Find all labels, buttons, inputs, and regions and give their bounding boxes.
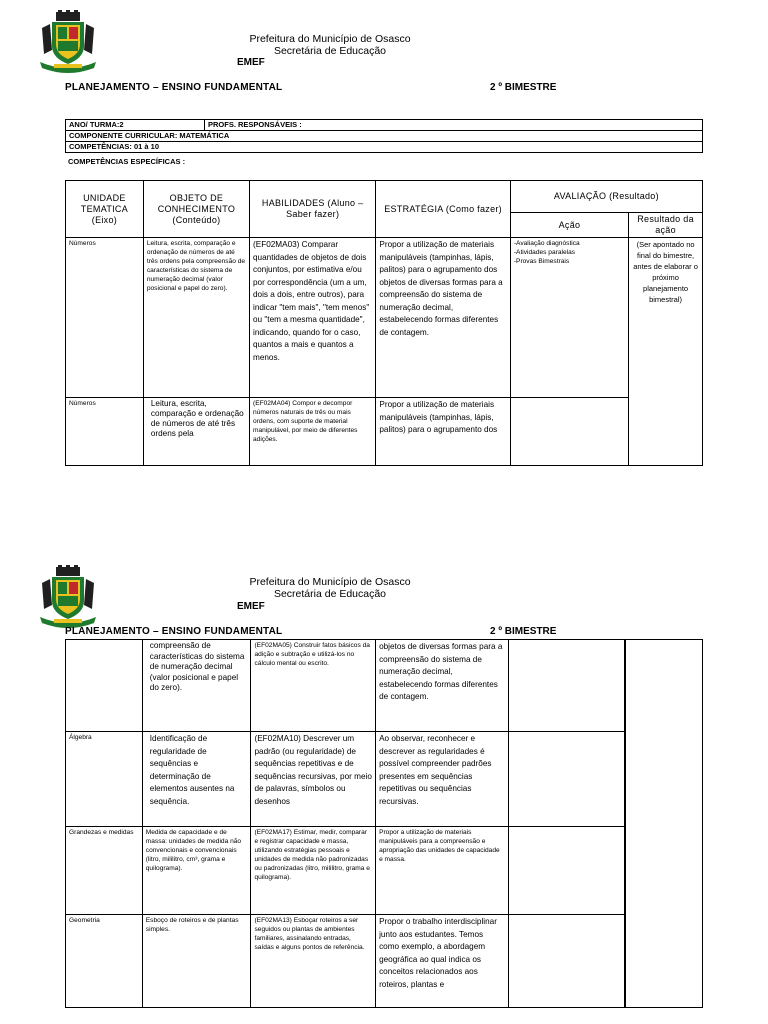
school-label: EMEF [237,601,265,612]
table-row [66,238,703,398]
row-object: Leitura, escrita, comparação e ordenação de números de até três ordens pela compreensão de características do sistema de numeração decimal (valor posicional e papel do zero). [143,238,249,398]
table-row [66,915,625,1008]
document-page-2 [0,555,768,1024]
row-unit: Álgebra [66,732,143,827]
class-info-table [65,119,703,153]
bimester-label: 2 º BIMESTRE [490,82,557,93]
header-secretary: Secretária de Educação [273,588,387,600]
table-row [66,732,625,827]
row-unit [66,640,143,732]
row-skill: (EF02MA17) Estimar, medir, comparar e registrar capacidade e massa, utilizando estratégias pessoais e unidades de medida não padronizadas ou padronizadas (litro, mililitro, grama e quilograma). [251,827,376,915]
row-skill: (EF02MA04) Compor e decompor números naturais de três ou mais ordens, com suporte de material manipulável, por meio de diferentes adições. [250,398,376,466]
col-skills: HABILIDADES (Aluno – Saber fazer) [250,181,376,238]
row-skill: (EF02MA13) Esboçar roteiros a ser seguidos ou plantas de ambientes familiares, assinalando entradas, saídas e alguns pontos de referência. [251,915,376,1008]
class-year: ANO/ TURMA:2 [66,120,205,131]
col-result: Resultado da ação [629,213,703,238]
coat-of-arms-icon [36,10,100,74]
header-municipality: Prefeitura do Município de Osasco [249,576,411,588]
row-object: Identificação de regularidade de sequências e determinação de elementos ausentes na sequência. [142,732,251,827]
row-object: Esboço de roteiros e de plantas simples. [142,915,251,1008]
school-label: EMEF [237,57,265,68]
col-action: Ação [510,213,628,238]
row-action: -Avaliação diagnóstica -Atividades paralelas -Provas Bimestrais [510,238,628,398]
table-row [66,398,703,466]
col-knowledge-object: OBJETO DE CONHECIMENTO (Conteúdo) [143,181,249,238]
table-row [66,827,625,915]
col-strategy: ESTRATÉGIA (Como fazer) [376,181,510,238]
row-object: compreensão de características do sistema de numeração decimal (valor posicional e papel do zero). [142,640,251,732]
header-municipality: Prefeitura do Município de Osasco [249,33,411,45]
row-action [508,915,624,1008]
competencies: COMPETÊNCIAS: 01 à 10 [66,142,703,153]
row-object: Leitura, escrita, comparação e ordenação de números de até três ordens pela [143,398,249,466]
row-skill: (EF02MA03) Comparar quantidades de objetos de dois conjuntos, por estimativa e/ou por correspondência (um a um, dois a dois, entre outros), para indicar "tem mais", "tem menos" ou "tem a mesma quantidade", indicando, quando for o caso, quantos a mais e quantos a menos. [250,238,376,398]
col-evaluation: AVALIAÇÃO (Resultado) [510,181,702,213]
row-action [510,398,628,466]
row-unit: Geometria [66,915,143,1008]
row-object: Medida de capacidade e de massa: unidades de medida não convencionais e convencionais (litro, mililitro, cm³, grama e quilograma). [142,827,251,915]
row-action [508,827,624,915]
result-column-2 [625,639,703,1008]
planning-title: PLANEJAMENTO – ENSINO FUNDAMENTAL [65,626,283,637]
curricular-component: COMPONENTE CURRICULAR: MATEMÁTICA [66,131,703,142]
row-result [626,640,703,1008]
row-unit: Grandezas e medidas [66,827,143,915]
row-strategy: Propor a utilização de materiais manipuláveis (tampinhas, lápis, palitos) para o agrupamento dos objetos de diversas formas para a compreensão do sistema de numeração decimal, estabelecendo formas diferentes de contagem. [376,238,510,398]
header-secretary: Secretária de Educação [273,45,387,57]
row-strategy: Propor o trabalho interdisciplinar junto aos estudantes. Temos como exemplo, a abordagem geográfica ao qual indica os conceitos relacionados aos roteiros, plantas e [376,915,509,1008]
bimester-label: 2 º BIMESTRE [490,626,557,637]
row-skill: (EF02MA10) Descrever um padrão (ou regularidade) de sequências repetitivas e de sequências recursivas, por meio de palavras, símbolos ou desenhos [251,732,376,827]
row-strategy: Propor a utilização de materiais manipuláveis para a compreensão e apropriação das unidades de capacidade e massa. [376,827,509,915]
col-thematic-unit: UNIDADE TEMATICA (Eixo) [66,181,144,238]
responsible-teachers: PROFS. RESPONSÁVEIS : [205,120,703,131]
row-strategy: objetos de diversas formas para a compreensão do sistema de numeração decimal, estabelecendo formas diferentes de contagem. [376,640,509,732]
planning-table-2 [65,639,625,1008]
coat-of-arms-icon [36,565,100,629]
row-unit: Números [66,238,144,398]
row-strategy: Ao observar, reconhecer e descrever as regularidades é possível compreender padrões presentes em sequências repetitivas ou sequências recursivas. [376,732,509,827]
planning-title: PLANEJAMENTO – ENSINO FUNDAMENTAL [65,82,283,93]
specific-competencies: COMPETÊNCIAS ESPECÍFICAS : [68,157,186,166]
planning-table-1 [65,180,703,466]
row-unit: Números [66,398,144,466]
row-action [508,640,624,732]
table-row [66,640,625,732]
row-skill: (EF02MA05) Construir fatos básicos da adição e subtração e utilizá-los no cálculo mental ou escrito. [251,640,376,732]
row-action [508,732,624,827]
row-result: (Ser apontado no final do bimestre, antes de elaborar o próximo planejamento bimestral) [629,238,703,466]
row-strategy: Propor a utilização de materiais manipuláveis (tampinhas, lápis, palitos) para o agrupamento dos [376,398,510,466]
